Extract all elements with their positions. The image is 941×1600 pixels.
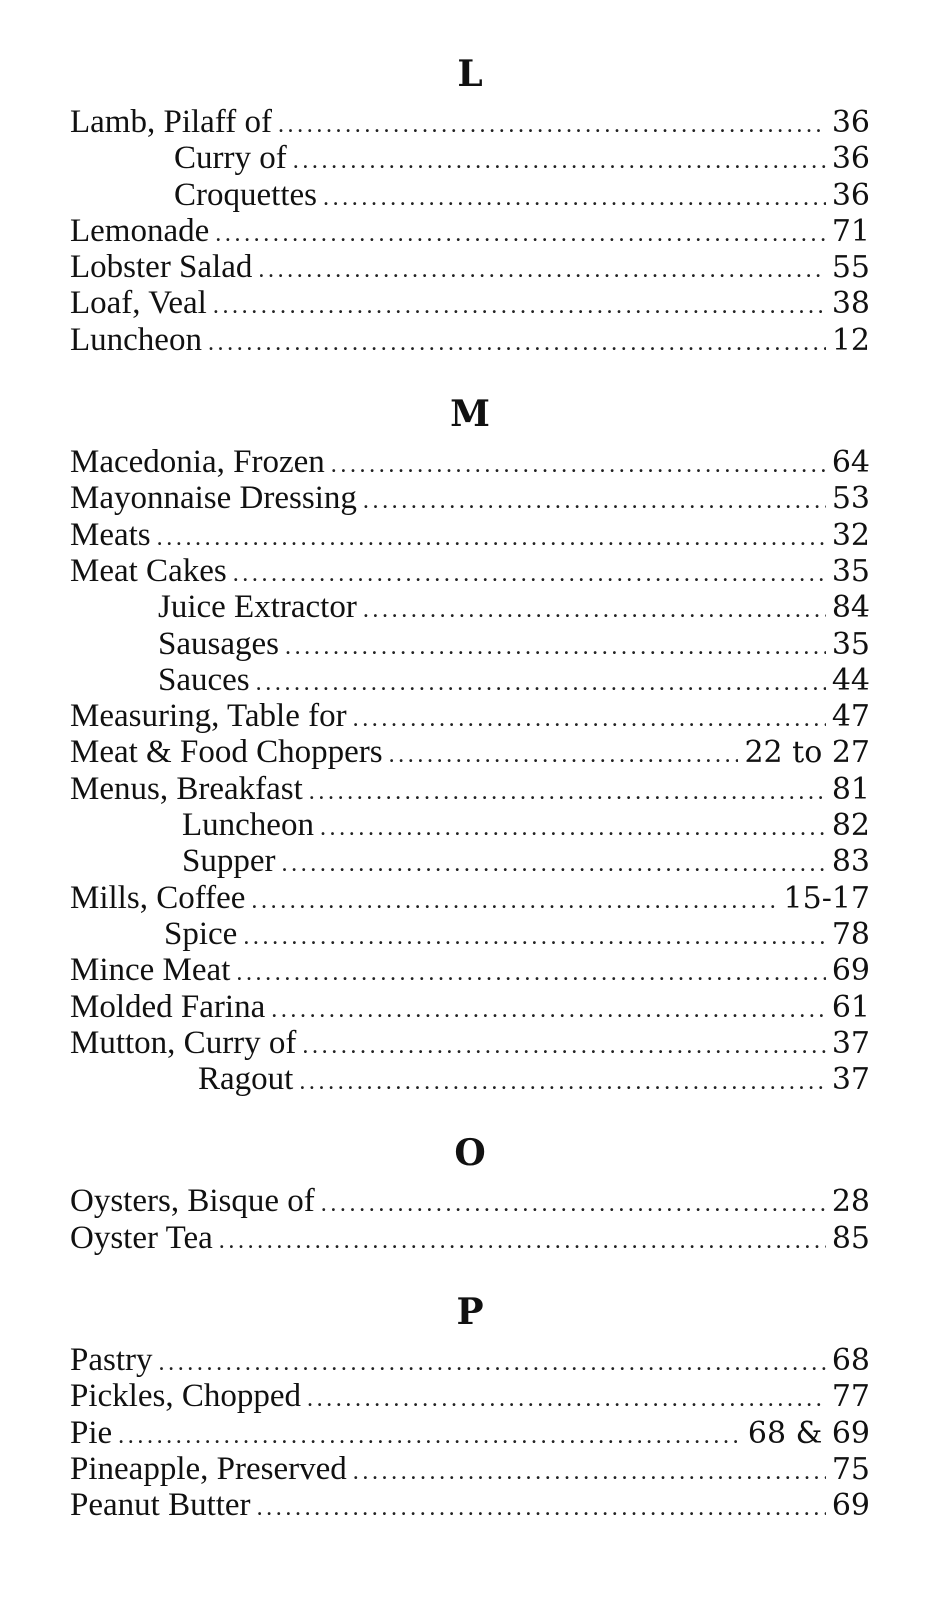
leader-dots <box>257 1490 826 1526</box>
leader-dots <box>219 1223 826 1259</box>
entry-page: 32 <box>831 517 870 553</box>
leader-dots <box>271 992 826 1028</box>
entry-label: Spice <box>164 915 238 952</box>
entry-label: Pickles, Chopped <box>70 1378 301 1415</box>
leader-dots <box>353 701 826 737</box>
entry-page: 69 <box>831 1488 870 1524</box>
entry-page: 53 <box>831 481 870 517</box>
leader-dots <box>278 107 826 143</box>
entry-page: 15-17 <box>783 880 870 916</box>
entry-page: 22 to 27 <box>744 735 870 771</box>
leader-dots <box>213 288 826 324</box>
index-section-o <box>70 1131 870 1256</box>
index-entry <box>70 1378 870 1414</box>
index-entry <box>70 1061 870 1097</box>
index-entry <box>70 249 870 285</box>
index-entry <box>70 916 870 952</box>
index-section-l <box>70 52 870 358</box>
index-entry <box>70 880 870 916</box>
leader-dots <box>256 665 826 701</box>
entry-page: 61 <box>831 989 870 1025</box>
index-entry <box>70 734 870 770</box>
section-letter: M <box>450 393 490 436</box>
entry-label: Oysters, Bisque of <box>70 1183 315 1220</box>
entry-page: 37 <box>831 1062 870 1098</box>
section-letter: L <box>457 53 483 95</box>
index-entry <box>70 517 870 553</box>
leader-dots <box>331 447 826 483</box>
entry-page: 36 <box>831 105 870 140</box>
entry-page: 78 <box>831 916 870 952</box>
index-entry <box>70 480 870 516</box>
entry-label: Mayonnaise Dressing <box>70 480 357 517</box>
leader-dots <box>309 774 826 810</box>
entry-page: 85 <box>831 1220 870 1256</box>
index-page <box>70 52 870 1524</box>
entry-page: 69 <box>831 953 870 989</box>
entry-page: 55 <box>831 250 870 286</box>
entry-page: 77 <box>831 1379 870 1415</box>
index-section-m <box>70 392 870 1097</box>
entry-label: Supper <box>182 843 276 880</box>
entry-label: Curry of <box>174 140 287 177</box>
entry-page: 36 <box>831 177 870 213</box>
leader-dots <box>307 1381 826 1417</box>
entry-label: Luncheon <box>182 807 314 844</box>
entry-page: 64 <box>831 445 870 481</box>
section-letter: O <box>454 1132 486 1175</box>
entry-label: Menus, Breakfast <box>70 770 303 807</box>
entry-label: Mills, Coffee <box>70 879 246 916</box>
entry-label: Pastry <box>70 1342 153 1379</box>
entry-label: Macedonia, Frozen <box>70 444 325 481</box>
leader-dots <box>363 592 826 628</box>
leader-dots <box>159 1345 826 1381</box>
index-entry <box>70 104 870 140</box>
entry-label: Loaf, Veal <box>70 285 207 322</box>
index-entry <box>70 1342 870 1378</box>
entry-label: Meat Cakes <box>70 552 227 589</box>
entry-label: Mutton, Curry of <box>70 1024 297 1061</box>
entry-label: Measuring, Table for <box>70 698 347 735</box>
index-entry <box>70 140 870 176</box>
index-entry <box>70 1025 870 1061</box>
index-entry <box>70 444 870 480</box>
entry-page: 71 <box>831 213 870 249</box>
entry-label: Lamb, Pilaff of <box>70 104 272 140</box>
entry-page: 75 <box>831 1451 870 1487</box>
index-entry <box>70 771 870 807</box>
entry-label: Pineapple, Preserved <box>70 1450 347 1487</box>
entry-label: Juice Extractor <box>158 589 357 626</box>
leader-dots <box>293 143 826 179</box>
leader-dots <box>299 1064 825 1100</box>
leader-dots <box>323 180 826 216</box>
leader-dots <box>251 883 777 919</box>
index-entry <box>70 1415 870 1451</box>
entry-label: Meat & Food Choppers <box>70 734 383 771</box>
entry-page: 83 <box>831 844 870 880</box>
entry-label: Peanut Butter <box>70 1487 251 1524</box>
entry-label: Ragout <box>198 1061 294 1098</box>
index-entry <box>70 1183 870 1219</box>
leader-dots <box>233 556 826 592</box>
entry-label: Croquettes <box>174 176 317 213</box>
entry-page: 47 <box>831 699 870 735</box>
section-letter: P <box>456 1291 484 1334</box>
entry-page: 35 <box>831 626 870 662</box>
index-section-p <box>70 1290 870 1523</box>
entry-label: Pie <box>70 1414 113 1451</box>
entry-label: Lemonade <box>70 212 210 249</box>
entry-page: 35 <box>831 553 870 589</box>
leader-dots <box>320 810 826 846</box>
leader-dots <box>363 483 826 519</box>
leader-dots <box>389 737 739 773</box>
leader-dots <box>215 216 826 252</box>
leader-dots <box>353 1454 826 1490</box>
leader-dots <box>285 629 826 665</box>
leader-dots <box>258 252 825 288</box>
entry-label: Luncheon <box>70 321 202 358</box>
entry-label: Sauces <box>158 661 250 698</box>
entry-page: 38 <box>831 286 870 322</box>
index-entry <box>70 589 870 625</box>
index-entry <box>70 662 870 698</box>
index-entry <box>70 807 870 843</box>
index-entry <box>70 285 870 321</box>
leader-dots <box>118 1418 742 1454</box>
index-entry <box>70 322 870 358</box>
entry-page: 37 <box>831 1025 870 1061</box>
entry-page: 68 & 69 <box>747 1415 870 1451</box>
leader-dots <box>282 846 826 882</box>
index-entry <box>70 698 870 734</box>
entry-label: Mince Meat <box>70 952 231 989</box>
entry-label: Meats <box>70 516 151 553</box>
leader-dots <box>243 919 825 955</box>
index-entry <box>70 989 870 1025</box>
entry-label: Lobster Salad <box>70 249 253 286</box>
leader-dots <box>321 1186 826 1222</box>
entry-label: Oyster Tea <box>70 1219 213 1256</box>
index-entry <box>70 1220 870 1256</box>
index-entry <box>70 1487 870 1523</box>
index-entry <box>70 843 870 879</box>
entry-label: Molded Farina <box>70 988 266 1025</box>
entry-page: 36 <box>831 141 870 177</box>
leader-dots <box>236 955 825 991</box>
entry-page: 28 <box>831 1184 870 1220</box>
leader-dots <box>157 520 826 556</box>
index-entry <box>70 626 870 662</box>
index-entry <box>70 1451 870 1487</box>
index-entry <box>70 553 870 589</box>
entry-label: Sausages <box>158 625 279 662</box>
leader-dots <box>302 1028 825 1064</box>
index-entry <box>70 213 870 249</box>
entry-page: 81 <box>831 771 870 807</box>
index-entry <box>70 177 870 213</box>
entry-page: 12 <box>831 322 870 358</box>
entry-page: 82 <box>831 808 870 844</box>
leader-dots <box>208 325 826 361</box>
index-entry <box>70 952 870 988</box>
entry-page: 84 <box>831 590 870 626</box>
entry-page: 68 <box>831 1343 870 1379</box>
entry-page: 44 <box>831 662 870 698</box>
